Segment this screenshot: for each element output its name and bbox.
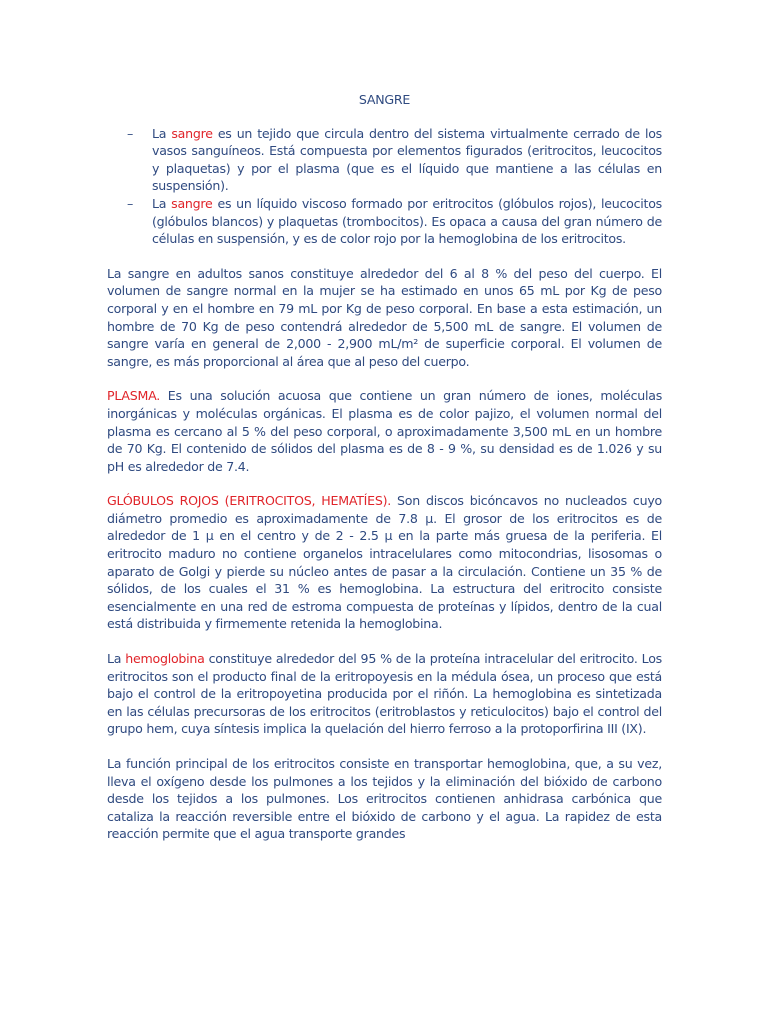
- bullet-text: es un líquido viscoso formado por eritrocitos (glóbulos rojos), leucocitos (glóbulos blancos) y plaquetas (trombocitos). Es opaca a causa del gran número de células en suspensión, y es de color rojo por la hemoglobina de los eritrocitos.: [152, 195, 662, 247]
- highlight-term: PLASMA.: [107, 388, 161, 404]
- bullet-text-pre: La: [152, 125, 172, 141]
- document-page: [107, 91, 662, 860]
- paragraph-text: Son discos bicóncavos no nucleados cuyo diámetro promedio es aproximadamente de 7.8 µ. El grosor de los eritrocitos es de alrededor de 1 µ en el centro y de 2 - 2.5 µ en la parte más gruesa de la periferia. El eritrocito maduro no contiene organelos intracelulares como mitocondrias, lisosomas o aparato de Golgi y pierde su núcleo antes de pasar a la circulación. Contiene un 35 % de sólidos, de los cuales el 31 % es hemoglobina. La estructura del eritrocito consiste esencialmente en una red de estroma compuesta de proteínas y lípidos, dentro de la cual está distribuida y firmemente retenida la hemoglobina.: [107, 493, 662, 632]
- paragraph-text: La sangre en adultos sanos constituye alrededor del 6 al 8 % del peso del cuerpo. El volumen de sangre normal en la mujer se ha estimado en unos 65 mL por Kg de peso corporal y en el hombre en 79 mL por Kg de peso corporal. En base a esta estimación, un hombre de 70 Kg de peso contendrá alrededor de 5,500 mL de sangre. El volumen de sangre varía en general de 2,000 - 2,900 mL/m² de superficie corporal. El volumen de sangre, es más proporcional al área que al peso del cuerpo.: [107, 265, 662, 369]
- highlight-term: sangre: [171, 195, 213, 211]
- document-title: SANGRE: [358, 92, 411, 107]
- paragraph-text-pre: La: [107, 651, 126, 667]
- paragraph-text: constituye alrededor del 95 % de la proteína intracelular del eritrocito. Los eritrocitos son el producto final de la eritropoyesis en la médula ósea, un proceso que está bajo el control de la eritropoyetina producida por el riñón. La hemoglobina es sintetizada en las células precursoras de los eritrocitos (eritroblastos y reticulocitos) bajo el control del grupo hem, cuya síntesis implica la quelación del hierro ferroso a la protoporfirina III (IX).: [107, 651, 662, 737]
- highlight-term: GLÓBULOS ROJOS (ERITROCITOS, HEMATÍES).: [107, 493, 391, 509]
- bullet-text-pre: La: [152, 195, 172, 211]
- paragraph-text: Es una solución acuosa que contiene un gran número de iones, moléculas inorgánicas y moléculas orgánicas. El plasma es de color pajizo, el volumen normal del plasma es cercano al 5 % del peso corporal, o aproximadamente 3,500 mL en un hombre de 70 Kg. El contenido de sólidos del plasma es de 8 - 9 %, su densidad es de 1.026 y su pH es alrededor de 7.4.: [107, 388, 662, 474]
- highlight-term: hemoglobina: [125, 651, 205, 667]
- paragraph-plasma: [107, 387, 662, 475]
- bullet-item: [107, 125, 662, 195]
- paragraph-hemoglobin: [107, 650, 662, 738]
- bullet-dash: –: [127, 195, 134, 211]
- bullet-list: [107, 125, 662, 248]
- bullet-text: es un tejido que circula dentro del sistema virtualmente cerrado de los vasos sanguíneos. Está compuesta por elementos figurados (eritrocitos, leucocitos y plaquetas) y por el plasma (que es el líquido que mantiene a las células en suspensión).: [152, 125, 662, 194]
- paragraph-text: La función principal de los eritrocitos consiste en transportar hemoglobina, que, a su vez, lleva el oxígeno desde los pulmones a los tejidos y la eliminación del bióxido de carbono desde los tejidos a los pulmones. Los eritrocitos contienen anhidrasa carbónica que cataliza la reacción reversible entre el bióxido de carbono y el agua. La rapidez de esta reacción permite que el agua transporte grandes: [107, 756, 662, 842]
- bullet-dash: –: [127, 125, 134, 141]
- highlight-term: sangre: [171, 125, 213, 141]
- bullet-item: [107, 195, 662, 248]
- paragraph-red-cells: [107, 492, 662, 633]
- paragraph-blood-volume: [107, 265, 662, 371]
- paragraph-function: [107, 755, 662, 843]
